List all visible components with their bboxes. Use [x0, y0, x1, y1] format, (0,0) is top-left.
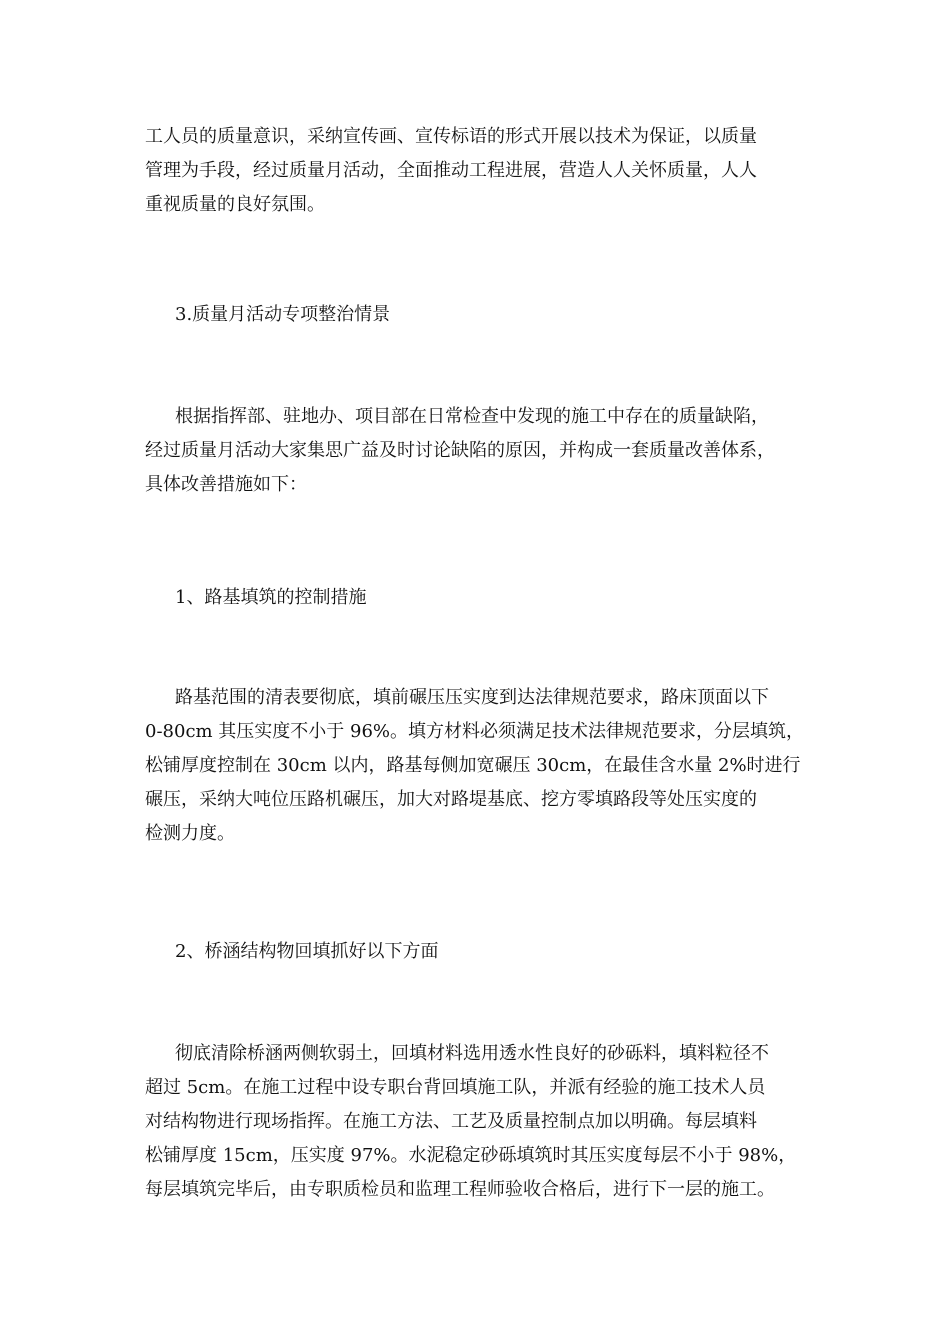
- text-line: 彻底清除桥涵两侧软弱土，回填材料选用透水性良好的砂砾料，填料粒径不: [175, 1043, 769, 1064]
- text-line: 对结构物进行现场指挥。在施工方法、工艺及质量控制点加以明确。每层填料: [145, 1111, 757, 1132]
- text-line: 管理为手段，经过质量月活动，全面推动工程进展，营造人人关怀质量，人人: [145, 160, 757, 181]
- text-line: 松铺厚度控制在 30cm 以内，路基每侧加宽碾压 30cm，在最佳含水量 2%时进行: [145, 755, 801, 776]
- text-line: 0-80cm 其压实度不小于 96%。填方材料必须满足技术法律规范要求，分层填筑，: [145, 721, 805, 742]
- text-line: 重视质量的良好氛围。: [145, 194, 325, 215]
- section-heading-2: [145, 935, 810, 969]
- section-heading-3: [145, 298, 810, 332]
- paragraph-backfill-measures: [145, 1037, 810, 1207]
- paragraph-subgrade-measures: [145, 681, 810, 851]
- heading-text: 2、桥涵结构物回填抓好以下方面: [175, 941, 439, 962]
- heading-text: 3.质量月活动专项整治情景: [175, 304, 391, 325]
- text-line: 工人员的质量意识，采纳宣传画、宣传标语的形式开展以技术为保证，以质量: [145, 126, 757, 147]
- section-heading-1: [145, 581, 810, 615]
- text-line: 路基范围的清表要彻底，填前碾压压实度到达法律规范要求，路床顶面以下: [175, 687, 769, 708]
- text-line: 超过 5cm。在施工过程中设专职台背回填施工队，并派有经验的施工技术人员: [145, 1077, 766, 1098]
- text-line: 经过质量月活动大家集思广益及时讨论缺陷的原因，并构成一套质量改善体系，: [145, 440, 775, 461]
- text-line: 根据指挥部、驻地办、项目部在日常检查中发现的施工中存在的质量缺陷，: [175, 406, 769, 427]
- paragraph-improvement-system: [145, 400, 810, 502]
- text-line: 松铺厚度 15cm，压实度 97%。水泥稳定砂砾填筑时其压实度每层不小于 98%，: [145, 1145, 797, 1166]
- text-line: 具体改善措施如下：: [145, 474, 307, 495]
- heading-text: 1、路基填筑的控制措施: [175, 587, 367, 608]
- paragraph-quality-awareness: [145, 120, 810, 222]
- text-line: 每层填筑完毕后，由专职质检员和监理工程师验收合格后，进行下一层的施工。: [145, 1179, 775, 1200]
- text-line: 检测力度。: [145, 823, 235, 844]
- text-line: 碾压，采纳大吨位压路机碾压，加大对路堤基底、挖方零填路段等处压实度的: [145, 789, 757, 810]
